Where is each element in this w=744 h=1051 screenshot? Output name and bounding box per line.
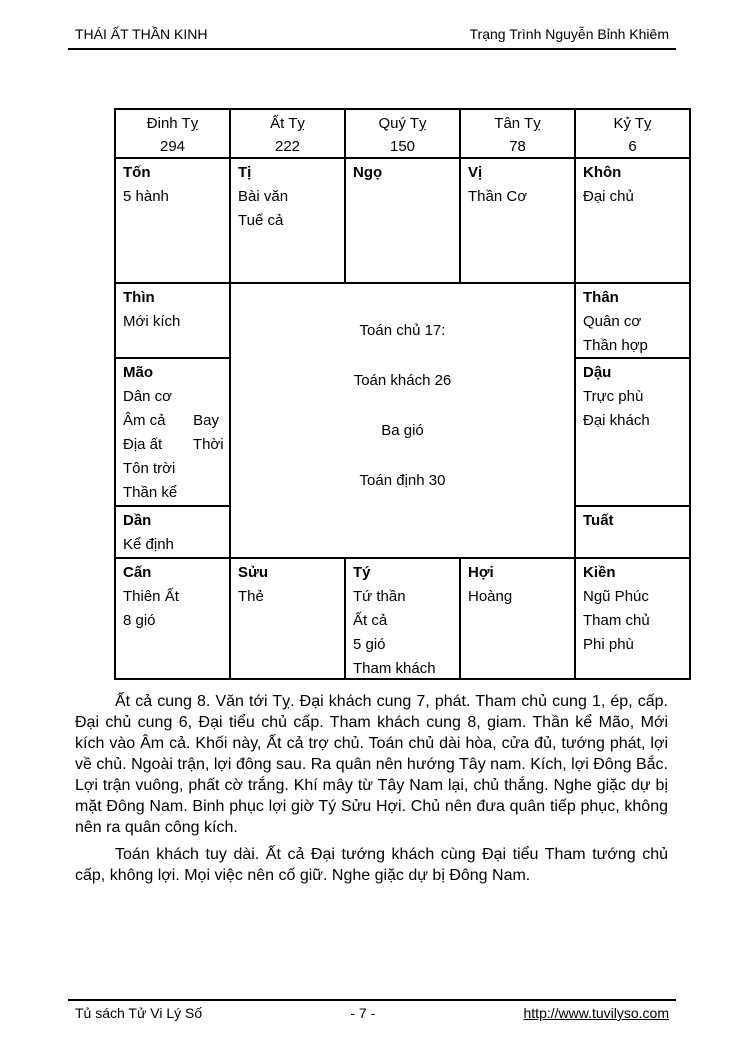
palace-line-pair [123,409,225,433]
palace-line: Mới kích [123,313,181,330]
palace-line-pair [123,433,225,457]
thai-at-chart-table [114,108,691,680]
palace-title: Hợi [468,564,494,581]
palace-cell-ti [230,158,345,283]
palace-title: Tị [238,164,252,181]
footer-website-link[interactable]: http://www.tuvilyso.com [523,1005,669,1021]
interpretation-text [75,691,668,886]
year-value: 6 [628,138,637,155]
palace-line: Ất cả [353,612,388,629]
palace-cell-khon [575,158,690,283]
palace-cell-dau [575,358,690,506]
palace-cell-ty [345,558,460,679]
palace-cell-can [115,558,230,679]
page-header [68,26,676,50]
palace-line: Thần hợp [583,337,648,354]
paragraph-1: Ất cả cung 8. Văn tới Tỵ. Đại khách cung 7, phát. Tham chủ cung 1, ép, cấp. Đại chủ cung 6, Đại tiểu chủ cấp. Tham khách cung 8, giam. Thần kể Mão, Mới kích vào Âm cả. Khối này, Ất cả trợ chủ. Toán chủ dài hòa, cửa đủ, tướng phát, lợi về chủ. Ngoài trận, lợi đông sau. Ra quân nên hướng Tây nam. Kích, lợi Đông Bắc. Lợi trận vuông, phất cờ trắng. Khí mây từ Tây Nam lại, chủ thắng. Nghe giặc dự bị mặt Đông Nam. Binh phục lợi giờ Tý Sửu Hợi. Chủ nên đưa quân tiếp phục, không nên ra quân công kích. [75,693,668,836]
pair-right: Thời [192,436,224,453]
palace-cell-kien [575,558,690,679]
palace-cell-dan [115,506,230,558]
toan-dinh-line: Toán định 30 [359,472,446,489]
year-cell-dinh-ty [115,109,230,158]
palace-line: Kể định [123,536,174,553]
palace-title: Thân [583,289,619,306]
palace-line: Thiên Ất [123,588,179,605]
palace-title: Tý [353,564,371,581]
palace-line: Ngũ Phúc [583,588,649,605]
palace-cell-suu [230,558,345,679]
palace-line: Tham chủ [583,612,650,629]
palace-cell-ton [115,158,230,283]
pair-left: Âm cả [123,412,166,429]
palace-title: Kiền [583,564,616,581]
year-cell-quy-ty [345,109,460,158]
year-cell-tan-ty [460,109,575,158]
page-footer [68,999,676,1021]
footer-page-number: - 7 - [350,1005,376,1021]
year-name: Ất Tỵ [270,115,305,132]
palace-title: Thìn [123,289,155,306]
paragraph-2: Toán khách tuy dài. Ất cả Đại tướng khách cùng Đại tiểu Tham tướng chủ cấp, không lợi. Mọi việc nên cố giữ. Nghe giặc dự bị Đông Nam. [75,846,668,884]
pair-left: Địa ất [123,436,163,453]
palace-title: Dậu [583,364,612,381]
palace-title: Ngọ [353,164,383,181]
palace-title: Mão [123,364,153,381]
palace-line: Tham khách [353,660,436,677]
year-cell-at-ty [230,109,345,158]
palace-title: Dần [123,512,152,529]
header-book-title: THÁI ẤT THẦN KINH [75,26,208,42]
year-value: 222 [274,138,301,155]
pair-right: Bay [193,412,220,429]
palace-cell-mao [115,358,230,506]
palace-line: Phi phù [583,636,634,653]
toan-chu-line: Toán chủ 17: [359,322,446,339]
palace-line: Hoàng [468,588,513,605]
year-cell-ky-ty [575,109,690,158]
palace-title: Vị [468,164,483,181]
year-value: 150 [389,138,416,155]
palace-line: 5 gió [353,636,386,653]
center-calculation-cell [230,283,575,558]
palace-title: Khôn [583,164,622,181]
palace-line: Thần kể [123,484,178,501]
palace-line: Đại khách [583,412,650,429]
palace-cell-hoi [460,558,575,679]
palace-cell-vi [460,158,575,283]
palace-title: Cấn [123,564,152,581]
palace-title: Tốn [123,164,151,181]
year-value: 78 [509,138,526,155]
palace-line: Dân cơ [123,388,173,405]
year-name: Kỷ Tỵ [613,115,652,132]
palace-cell-thin [115,283,230,358]
footer-series-title: Tủ sách Tử Vi Lý Số [75,1005,203,1021]
year-name: Quý Tỵ [378,115,427,132]
year-name: Tân Tỵ [494,115,541,132]
palace-line: Đại chủ [583,188,634,205]
palace-line: Thần Cơ [468,188,528,205]
header-author: Trạng Trình Nguyễn Bỉnh Khiêm [469,26,669,42]
palace-line: 8 gió [123,612,156,629]
palace-cell-than [575,283,690,358]
ba-gio-line: Ba gió [381,422,424,439]
palace-line: Tuế cả [238,212,284,229]
palace-line: Tôn trời [123,460,176,477]
year-value: 294 [159,138,186,155]
palace-cell-ngo [345,158,460,283]
palace-line: Thẻ [238,588,264,605]
palace-line: Trực phù [583,388,644,405]
palace-line: 5 hành [123,188,169,205]
palace-line: Tứ thần [353,588,406,605]
palace-cell-tuat [575,506,690,558]
year-name: Đinh Tỵ [146,115,199,132]
palace-title: Sửu [238,564,269,581]
palace-title: Tuất [583,512,614,529]
toan-khach-line: Toán khách 26 [353,372,452,389]
palace-line: Bài văn [238,188,289,205]
palace-line: Quân cơ [583,313,642,330]
